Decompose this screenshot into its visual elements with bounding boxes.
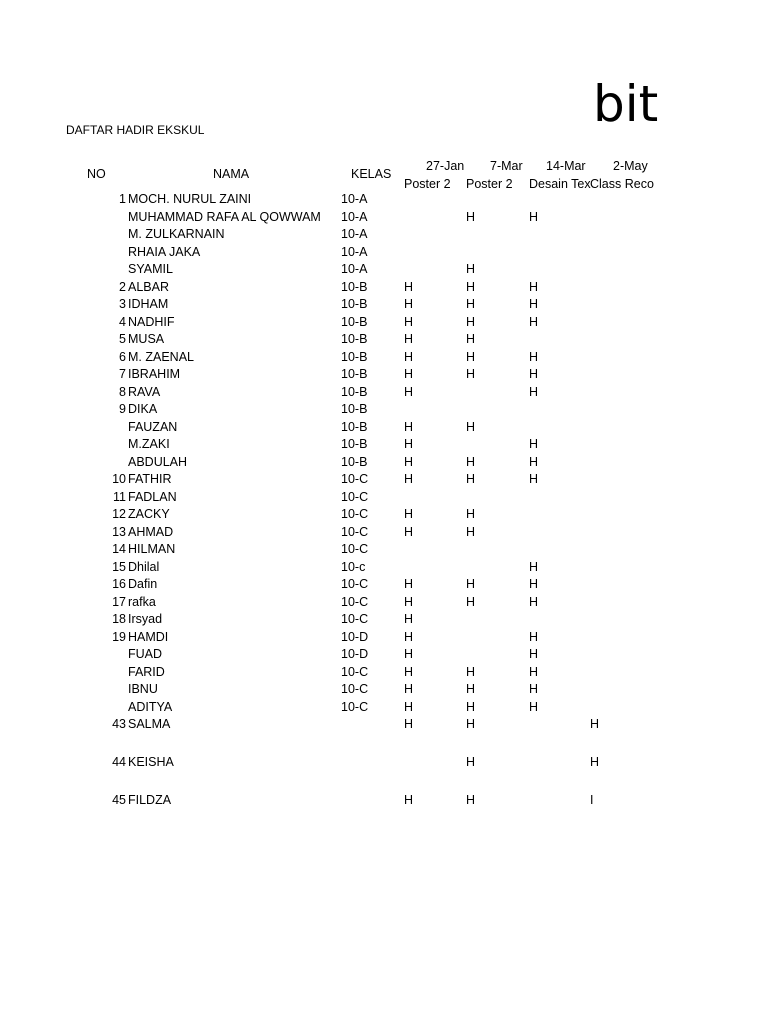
row-att-3: H [529,699,539,714]
row-kelas: 10-C [341,664,369,679]
header-topic-4: Class Reco [590,177,654,191]
row-att-1: H [404,507,414,521]
row-att-3: H [529,454,539,469]
row-att-2: H [466,577,476,591]
row-kelas: 10-B [341,279,368,294]
row-kelas: 10-B [341,384,368,399]
row-nama: MUHAMMAD RAFA AL QOWWAM [128,209,321,224]
table-row [0,559,768,577]
row-att-2: H [466,524,476,539]
table-row [0,629,768,647]
row-att-2: H [466,717,476,731]
row-att-1: H [404,419,414,434]
row-nama: Dhilal [128,559,160,574]
row-nama: M.ZAKI [128,437,170,451]
header-topic-2: Poster 2 [466,177,513,191]
row-no: 17 [112,594,126,609]
row-no: 44 [112,755,126,769]
header-date-4: 2-May [613,159,648,173]
row-kelas: 10-C [341,612,369,626]
row-att-2: H [466,349,476,364]
row-nama: Irsyad [128,612,163,626]
header-date-2: 7-Mar [490,159,523,173]
row-nama: SYAMIL [128,262,173,276]
row-att-1: H [404,472,414,486]
row-att-2: H [466,755,476,769]
row-nama: RHAIA JAKA [128,244,201,259]
row-nama: ALBAR [128,279,169,294]
row-kelas: 10-A [341,192,368,206]
row-no: 19 [112,629,126,644]
row-nama: FATHIR [128,472,172,486]
table-row [0,261,768,279]
table-row [0,226,768,244]
row-no: 16 [112,577,126,591]
row-kelas: 10-c [341,559,366,574]
row-att-3: H [529,472,539,486]
table-row [0,244,768,262]
table-row [0,646,768,664]
row-no: 3 [119,297,126,311]
row-kelas: 10-B [341,367,368,381]
row-att-2: H [466,314,476,329]
row-att-3: H [529,209,539,224]
row-att-3: H [529,437,539,451]
table-row [0,331,768,349]
table-row [0,541,768,559]
row-no: 1 [119,192,126,206]
table-row [0,664,768,682]
row-nama: HILMAN [128,542,176,556]
row-att-1: H [404,577,414,591]
table-row [0,279,768,297]
row-att-2: H [466,699,476,714]
row-att-2: H [466,664,476,679]
header-nama: NAMA [213,167,250,181]
row-no: 8 [119,384,126,399]
row-kelas: 10-D [341,629,369,644]
row-att-1: H [404,699,414,714]
table-row [0,314,768,332]
bit-logo: bit [593,75,659,133]
row-nama: M. ZAENAL [128,349,194,364]
table-row [0,401,768,419]
row-att-1: H [404,367,414,381]
table-row [0,419,768,437]
row-nama: FARID [128,664,165,679]
header-kelas: KELAS [351,167,392,181]
attendance-table [0,191,768,810]
row-nama: NADHIF [128,314,175,329]
row-att-4: I [590,793,594,807]
row-kelas: 10-A [341,209,368,224]
row-att-1: H [404,612,414,626]
header-topic-1: Poster 2 [404,177,451,191]
row-kelas: 10-A [341,244,368,259]
row-att-3: H [529,629,539,644]
row-no: 14 [112,542,126,556]
row-kelas: 10-C [341,682,369,696]
row-att-3: H [529,384,539,399]
row-att-1: H [404,524,414,539]
row-att-1: H [404,454,414,469]
row-att-2: H [466,472,476,486]
row-nama: AHMAD [128,524,174,539]
table-row [0,699,768,717]
row-kelas: 10-B [341,454,368,469]
row-nama: rafka [128,594,156,609]
row-kelas: 10-C [341,699,369,714]
table-row [0,611,768,629]
row-att-2: H [466,209,476,224]
row-att-3: H [529,279,539,294]
page-title: DAFTAR HADIR EKSKUL [66,123,205,137]
row-nama: ABDULAH [128,454,188,469]
row-kelas: 10-C [341,489,369,504]
row-att-2: H [466,793,476,807]
row-att-2: H [466,454,476,469]
row-no: 10 [112,472,126,486]
row-no: 5 [119,332,126,346]
row-kelas: 10-B [341,297,368,311]
table-row [0,681,768,699]
row-att-3: H [529,349,539,364]
row-att-3: H [529,682,539,696]
row-att-2: H [466,297,476,311]
header-date-3: 14-Mar [546,159,586,173]
row-nama: SALMA [128,717,171,731]
row-kelas: 10-D [341,647,369,661]
row-kelas: 10-B [341,314,368,329]
row-nama: ZACKY [128,507,170,521]
row-nama: MOCH. NURUL ZAINI [128,192,252,206]
row-nama: IBNU [128,682,158,696]
row-nama: DIKA [128,402,158,416]
row-att-3: H [529,314,539,329]
row-kelas: 10-C [341,542,369,556]
row-kelas: 10-B [341,419,368,434]
row-kelas: 10-B [341,349,368,364]
table-row [0,754,768,792]
table-row [0,349,768,367]
table-row [0,296,768,314]
header-no: NO [87,167,106,181]
row-att-3: H [529,297,539,311]
row-att-1: H [404,349,414,364]
row-att-2: H [466,419,476,434]
header-topic-3: Desain Tex [529,177,591,191]
row-nama: FAUZAN [128,419,178,434]
row-no: 4 [119,314,126,329]
row-att-1: H [404,332,414,346]
row-no: 9 [119,402,126,416]
row-att-1: H [404,297,414,311]
table-row [0,436,768,454]
row-att-1: H [404,314,414,329]
row-no: 15 [112,559,126,574]
table-row [0,191,768,209]
row-nama: Dafin [128,577,158,591]
table-row [0,209,768,227]
row-att-2: H [466,594,476,609]
row-no: 12 [112,507,126,521]
table-row [0,506,768,524]
table-row [0,716,768,754]
row-no: 45 [112,793,126,807]
row-no: 11 [113,489,126,504]
row-att-1: H [404,594,414,609]
row-nama: FADLAN [128,489,177,504]
table-row [0,366,768,384]
row-kelas: 10-C [341,507,369,521]
row-att-1: H [404,664,414,679]
row-kelas: 10-A [341,262,368,276]
row-kelas: 10-B [341,332,368,346]
row-att-4: H [590,717,600,731]
row-kelas: 10-C [341,524,369,539]
row-att-2: H [466,507,476,521]
row-nama: FUAD [128,647,163,661]
row-no: 43 [112,717,126,731]
row-no: 13 [112,524,126,539]
row-att-1: H [404,279,414,294]
row-att-1: H [404,793,414,807]
table-row [0,576,768,594]
row-att-1: H [404,384,414,399]
row-nama: IDHAM [128,297,169,311]
row-kelas: 10-C [341,472,369,486]
row-att-3: H [529,594,539,609]
row-att-2: H [466,367,476,381]
row-nama: MUSA [128,332,165,346]
table-row [0,524,768,542]
table-row [0,792,768,810]
row-att-3: H [529,559,539,574]
header-date-1: 27-Jan [426,159,465,173]
row-nama: ADITYA [128,699,173,714]
row-att-1: H [404,717,414,731]
row-att-2: H [466,682,476,696]
row-att-1: H [404,682,414,696]
row-att-1: H [404,437,414,451]
row-kelas: 10-B [341,402,368,416]
row-att-4: H [590,755,600,769]
row-kelas: 10-A [341,227,368,241]
row-no: 18 [112,612,126,626]
row-att-3: H [529,577,539,591]
row-kelas: 10-C [341,577,369,591]
table-row [0,384,768,402]
row-att-3: H [529,367,539,381]
row-nama: RAVA [128,384,161,399]
row-att-2: H [466,279,476,294]
row-nama: IBRAHIM [128,367,181,381]
row-nama: KEISHA [128,755,174,769]
table-row [0,454,768,472]
row-att-1: H [404,629,414,644]
row-no: 7 [119,367,126,381]
row-kelas: 10-C [341,594,369,609]
row-no: 2 [119,279,126,294]
row-att-2: H [466,332,476,346]
row-att-3: H [529,664,539,679]
row-kelas: 10-B [341,437,368,451]
row-att-2: H [466,262,476,276]
row-att-3: H [529,647,539,661]
table-row [0,489,768,507]
table-row [0,471,768,489]
row-nama: M. ZULKARNAIN [128,227,225,241]
table-row [0,594,768,612]
row-no: 6 [119,349,126,364]
row-att-1: H [404,647,414,661]
row-nama: FILDZA [128,793,172,807]
row-nama: HAMDI [128,629,169,644]
